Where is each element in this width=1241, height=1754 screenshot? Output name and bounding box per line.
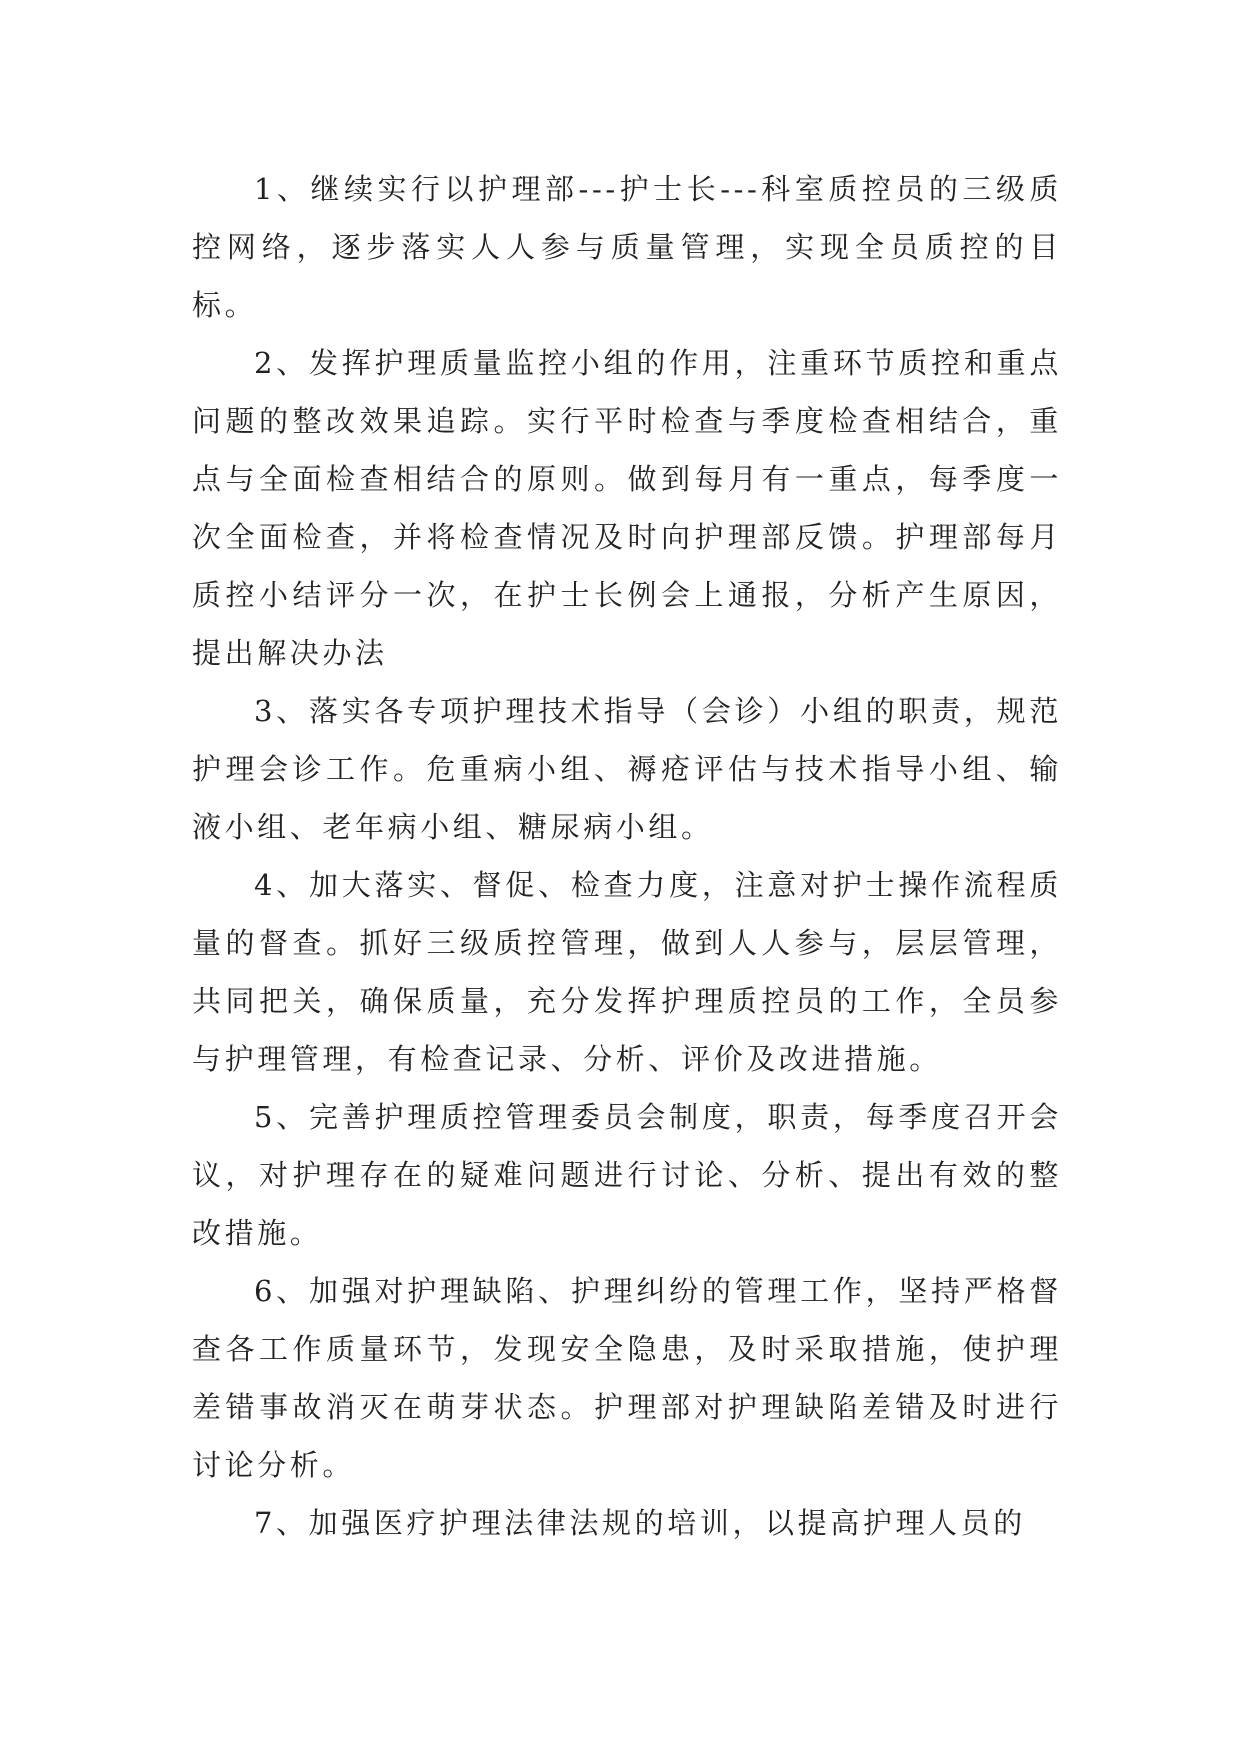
paragraph-item-6: 6、加强对护理缺陷、护理纠纷的管理工作，坚持严格督查各工作质量环节，发现安全隐患，及时采取措施，使护理差错事故消灭在萌芽状态。护理部对护理缺陷差错及时进行讨论分析。 (192, 1274, 1062, 1482)
paragraph-item-5: 5、完善护理质控管理委员会制度，职责，每季度召开会议，对护理存在的疑难问题进行讨论、分析、提出有效的整改措施。 (192, 1100, 1062, 1250)
paragraph-item-4: 4、加大落实、督促、检查力度，注意对护士操作流程质量的督查。抓好三级质控管理，做到人人参与，层层管理，共同把关，确保质量，充分发挥护理质控员的工作，全员参与护理管理，有检查记录、分析、评价及改进措施。 (192, 868, 1062, 1076)
paragraph-item-2: 2、发挥护理质量监控小组的作用，注重环节质控和重点问题的整改效果追踪。实行平时检查与季度检查相结合，重点与全面检查相结合的原则。做到每月有一重点，每季度一次全面检查，并将检查情况及时向护理部反馈。护理部每月质控小结评分一次，在护士长例会上通报，分析产生原因，提出解决办法 (192, 346, 1062, 670)
paragraph-item-3: 3、落实各专项护理技术指导（会诊）小组的职责，规范护理会诊工作。危重病小组、褥疮评估与技术指导小组、输液小组、老年病小组、糖尿病小组。 (192, 694, 1062, 844)
document-body (192, 160, 1062, 1552)
paragraph-item-7: 7、加强医疗护理法律法规的培训，以提高护理人员的 (254, 1506, 1026, 1540)
paragraph-item-1: 1、继续实行以护理部---护士长---科室质控员的三级质控网络，逐步落实人人参与质量管理，实现全员质控的目标。 (192, 172, 1062, 322)
